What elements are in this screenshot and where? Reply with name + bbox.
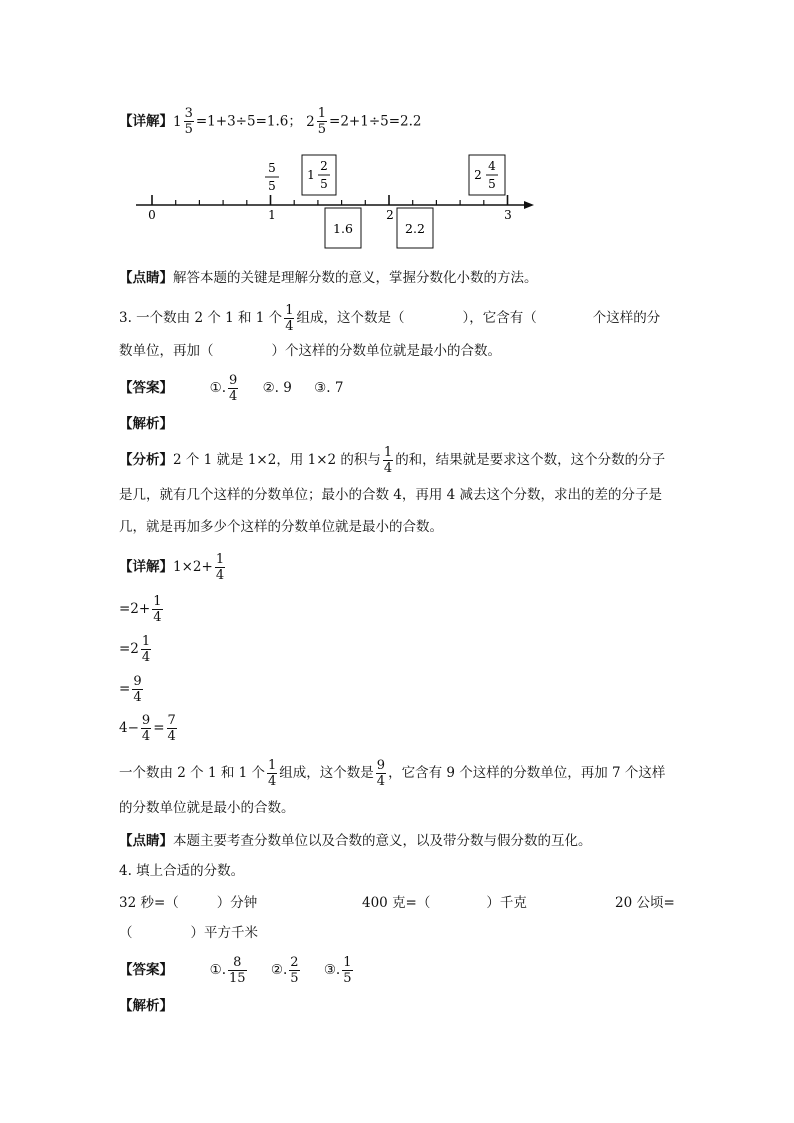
- fenxi-text-b: 的和，结果就是要求这个数，这个分数的分子: [395, 452, 666, 468]
- box1-num: 2: [320, 159, 328, 173]
- q3-conclusion-line1: 一个数由 2 个 1 和 1 个 $\frac{1}{4}$ 组成，这个数是 $\frac{9}{4}$ ，它含有 9 个这样的分数单位，再加 7 个这样: [119, 758, 666, 789]
- q3-answer-line: [119, 373, 343, 404]
- q3-fenxi-line1: [119, 445, 665, 476]
- analysis-marker: 【解析】: [119, 998, 173, 1014]
- box2-num: 4: [488, 159, 496, 173]
- q3-text-a: 3. 一个数由 2 个 1 和 1 个: [119, 310, 283, 326]
- tick-label-0: 0: [148, 208, 156, 222]
- frac-above-den: 5: [268, 179, 276, 193]
- fraction: $\frac{1}{4}$: [268, 758, 277, 789]
- detail-marker: 【详解】: [119, 559, 173, 575]
- whole-part: 1: [173, 113, 182, 130]
- q3-text-f: ）个这样的分数单位就是最小的合数。: [271, 343, 501, 359]
- q4-item3-line2: （ ）平方千米: [119, 925, 258, 941]
- answer-1-fraction: $\frac{8}{15}$: [229, 955, 246, 986]
- comment-line: [119, 268, 538, 288]
- q3-line1: [119, 303, 660, 334]
- box-below-2-text: 2.2: [405, 221, 425, 236]
- tick-label-3: 3: [504, 208, 512, 222]
- q4-item3: 20 公顷=: [615, 895, 675, 911]
- fenxi-marker: 【分析】: [119, 452, 173, 468]
- q3-line2: [119, 341, 501, 361]
- box2-den: 5: [488, 177, 496, 191]
- fraction: $\frac{9}{4}$: [376, 758, 386, 789]
- answer-2: ②. 9: [262, 380, 292, 396]
- answer-2-fraction: $\frac{2}{5}$: [290, 955, 299, 986]
- q3-fenxi-line3: 几，就是再加多少个这样的分数单位就是最小的合数。: [119, 519, 443, 535]
- answer-1-label: ①.: [209, 380, 226, 396]
- fraction: $\frac{1}{5}$: [317, 106, 327, 137]
- q3-fenxi-line2: 是几，就有几个这样的分数单位；最小的合数 4，再用 4 减去这个分数，求出的差的分子是: [119, 487, 663, 503]
- box-below-1-text: 1.6: [333, 221, 353, 236]
- q4-analysis-marker: [119, 996, 173, 1016]
- q3-detail-step1: 【详解】1×2+ $\frac{1}{4}$: [119, 552, 225, 583]
- answer-3: ③. 7: [314, 380, 344, 396]
- q3-analysis-marker: [119, 414, 173, 434]
- comment-text: 本题主要考查分数单位以及合数的意义，以及带分数与假分数的互化。: [173, 833, 592, 849]
- fraction: $\frac{1}{4}$: [383, 445, 393, 476]
- fraction: $\frac{7}{4}$: [167, 713, 176, 744]
- q3-text-b: 组成，这个数是（: [296, 310, 405, 326]
- answer-marker: 【答案】: [119, 380, 173, 396]
- fraction: $\frac{1}{4}$: [153, 594, 162, 625]
- q4-title: 4. 填上合适的分数。: [119, 863, 245, 879]
- comment-marker: 【点睛】: [119, 270, 173, 286]
- q4-item1: 32 秒=（ ）分钟: [119, 895, 258, 911]
- q3-text-e: 数单位，再加（: [119, 343, 214, 359]
- q4-answer-line: 【答案】 ①. $\frac{8}{15}$ ②. $\frac{2}{5}$ ③. $\frac{1}{5}$: [119, 955, 352, 986]
- q3-comment-line: [119, 831, 592, 851]
- fraction: $\frac{9}{4}$: [133, 674, 142, 705]
- number-line-figure: [130, 150, 540, 255]
- fraction: $\frac{3}{5}$: [184, 106, 193, 137]
- comment-text: 解答本题的关键是理解分数的意义，掌握分数化小数的方法。: [173, 270, 538, 286]
- mixed-number: 2 $\frac{1}{5}$: [306, 106, 327, 137]
- fraction: $\frac{9}{4}$: [141, 713, 151, 744]
- fenxi-text-a: 2 个 1 就是 1×2，用 1×2 的积与: [173, 452, 381, 468]
- answer-3-fraction: $\frac{1}{5}$: [343, 955, 352, 986]
- q4-item2: 400 克=（ ）千克: [362, 895, 527, 911]
- equation-text: =1+3÷5=1.6；: [195, 113, 302, 130]
- tick-label-1: 1: [268, 208, 276, 222]
- answer-marker: 【答案】: [119, 962, 173, 978]
- q3-detail-step5: 4− $\frac{9}{4}$ = $\frac{7}{4}$: [119, 713, 176, 744]
- tick-label-2: 2: [386, 208, 394, 222]
- q3-detail-step4: = $\frac{9}{4}$: [119, 674, 142, 705]
- answer-1-fraction: $\frac{9}{4}$: [229, 373, 238, 404]
- q3-conclusion-line2: 的分数单位就是最小的合数。: [119, 800, 295, 816]
- tick-marks: [152, 195, 508, 205]
- box1-den: 5: [320, 177, 328, 191]
- analysis-marker: 【解析】: [119, 416, 173, 432]
- box1-whole: 1: [307, 168, 315, 182]
- mixed-number: [173, 106, 196, 137]
- fraction: $\frac{1}{4}$: [215, 552, 225, 583]
- equation-text: =2+1÷5=2.2: [329, 113, 422, 130]
- fraction: $\frac{1}{4}$: [141, 634, 151, 665]
- frac-above-num: 5: [268, 161, 276, 175]
- axis-arrow: [524, 201, 534, 209]
- q3-text-c: ），它含有（: [462, 310, 537, 326]
- detail-line-top: [119, 106, 422, 137]
- fraction: $\frac{1}{4}$: [285, 303, 294, 334]
- q3-detail-step2: =2+ $\frac{1}{4}$: [119, 594, 162, 625]
- detail-marker: 【详解】: [119, 113, 173, 130]
- comment-marker: 【点睛】: [119, 833, 173, 849]
- q3-detail-step3: =2 $\frac{1}{4}$: [119, 634, 151, 665]
- box2-whole: 2: [474, 168, 482, 182]
- q3-text-d: 个这样的分: [592, 310, 661, 326]
